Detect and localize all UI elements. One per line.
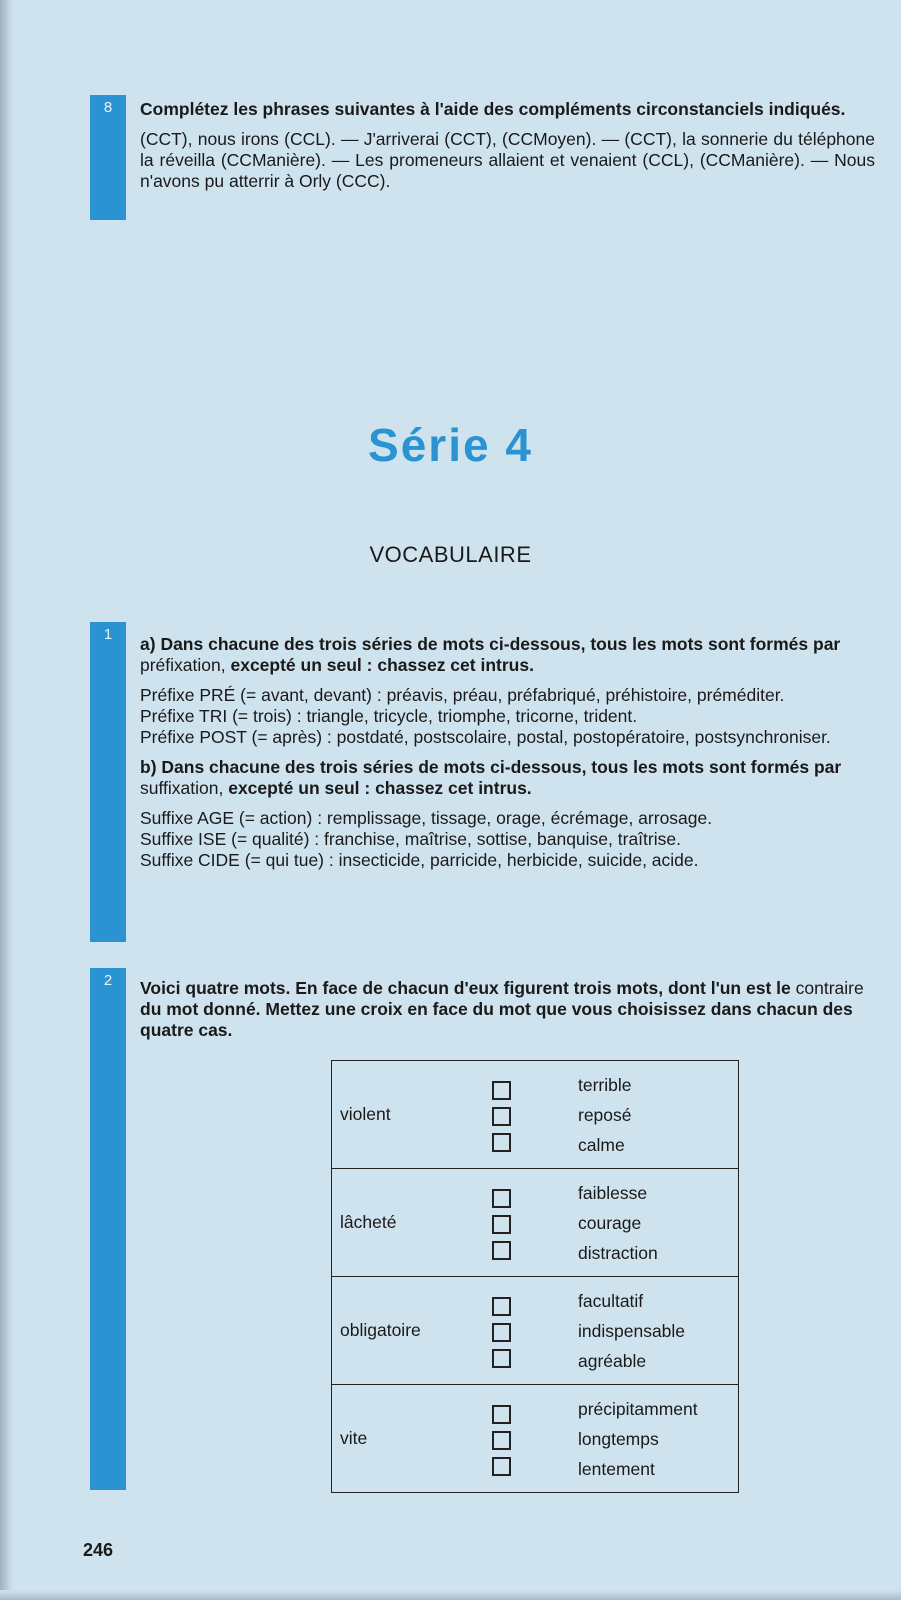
- checkbox[interactable]: [492, 1189, 511, 1208]
- exercise-1-number: 1: [103, 626, 113, 643]
- option-group: [578, 1061, 739, 1169]
- exercise-8-marker-bar: [90, 95, 126, 220]
- option-label: terrible: [578, 1074, 632, 1095]
- exercise-1a-instruction: [140, 634, 875, 676]
- serie-title: Série 4: [368, 419, 533, 471]
- exercise-2-marker-bar: [90, 968, 126, 1490]
- option-label: facultatif: [578, 1290, 644, 1311]
- table-row: [332, 1061, 739, 1169]
- checkbox[interactable]: [492, 1107, 511, 1126]
- exercise-8-number: 8: [103, 99, 113, 116]
- option-label: faiblesse: [578, 1182, 648, 1203]
- checkbox[interactable]: [492, 1215, 511, 1234]
- page-number: 246: [83, 1540, 114, 1560]
- exercise-2-instruction-end: du mot donné. Mettez une croix en face du mot que vous choisissez dans chacun des quatre cas.: [140, 999, 853, 1040]
- exercise-1b-instruction: [140, 757, 875, 799]
- table-word: lâcheté: [332, 1169, 493, 1277]
- section-title: VOCABULAIRE: [369, 542, 532, 567]
- exercise-1b-line-2: Suffixe ISE (= qualité) : franchise, maîtrise, sottise, banquise, traîtrise.: [140, 829, 681, 849]
- exercise-1a-line-2: Préfixe TRI (= trois) : triangle, tricycle, triomphe, tricorne, trident.: [140, 706, 638, 726]
- checkbox[interactable]: [492, 1081, 511, 1100]
- page-edge-shadow: [0, 0, 14, 1600]
- option-label: longtemps: [578, 1428, 659, 1449]
- checkbox[interactable]: [492, 1349, 511, 1368]
- checkbox[interactable]: [492, 1431, 511, 1450]
- option-label: reposé: [578, 1104, 632, 1125]
- table-row: [332, 1385, 739, 1493]
- exercise-2-number: 2: [103, 972, 113, 989]
- option-label: agréable: [578, 1350, 647, 1371]
- exercise-1a-label: a): [140, 634, 156, 654]
- exercise-1a-keyword: préfixation,: [140, 655, 226, 675]
- checkbox[interactable]: [492, 1323, 511, 1342]
- checkbox[interactable]: [492, 1457, 511, 1476]
- option-label: lentement: [578, 1458, 655, 1479]
- option-group: [578, 1169, 739, 1277]
- checkbox-group: [492, 1385, 578, 1493]
- page-bottom-edge: [0, 1590, 901, 1600]
- table-word: violent: [332, 1061, 493, 1169]
- option-label: indispensable: [578, 1320, 686, 1341]
- table-word: vite: [332, 1385, 493, 1493]
- antonym-table: [331, 1060, 739, 1493]
- checkbox[interactable]: [492, 1133, 511, 1152]
- table-row: [332, 1169, 739, 1277]
- exercise-8-text: (CCT), nous irons (CCL). — J'arriverai (CCT), (CCMoyen). — (CCT), la sonnerie du téléphone la réveilla (CCManière). — Les promeneurs allaient et venaient (CCL), (CCManière). — Nous n'avons pu atterrir à Orly (CCC).: [140, 129, 875, 191]
- option-label: distraction: [578, 1242, 658, 1263]
- table-word: obligatoire: [332, 1277, 493, 1385]
- exercise-1b-instruction-start: Dans chacune des trois séries de mots ci-dessous, tous les mots sont formés par: [161, 757, 842, 777]
- exercise-2-keyword: contraire: [795, 978, 864, 998]
- exercise-2-instruction-start: Voici quatre mots. En face de chacun d'eux figurent trois mots, dont l'un est le: [140, 978, 791, 998]
- option-label: calme: [578, 1134, 625, 1155]
- exercise-1b-label: b): [140, 757, 157, 777]
- exercise-1-marker-bar: [90, 622, 126, 942]
- checkbox[interactable]: [492, 1297, 511, 1316]
- exercise-1a-line-3: Préfixe POST (= après) : postdaté, postscolaire, postal, postopératoire, postsynchroniser.: [140, 727, 831, 747]
- checkbox-group: [492, 1061, 578, 1169]
- checkbox-group: [492, 1169, 578, 1277]
- table-row: [332, 1277, 739, 1385]
- exercise-1a-line-1: Préfixe PRÉ (= avant, devant) : préavis, préau, préfabriqué, préhistoire, préméditer.: [140, 685, 785, 705]
- exercise-2: [140, 978, 875, 1041]
- exercise-1a-instruction-start: Dans chacune des trois séries de mots ci-dessous, tous les mots sont formés par: [160, 634, 841, 654]
- option-group: [578, 1385, 739, 1493]
- exercise-1b-line-3: Suffixe CIDE (= qui tue) : insecticide, parricide, herbicide, suicide, acide.: [140, 850, 699, 870]
- option-label: courage: [578, 1212, 642, 1233]
- option-label: précipitamment: [578, 1398, 698, 1419]
- exercise-1a-instruction-end: excepté un seul : chassez cet intrus.: [230, 655, 534, 675]
- exercise-8-instruction: Complétez les phrases suivantes à l'aide des compléments circonstanciels indiqués.: [140, 99, 846, 119]
- exercise-8: [140, 99, 875, 192]
- exercise-1b-keyword: suffixation,: [140, 778, 224, 798]
- checkbox-group: [492, 1277, 578, 1385]
- option-group: [578, 1277, 739, 1385]
- exercise-2-instruction: [140, 978, 875, 1041]
- checkbox[interactable]: [492, 1405, 511, 1424]
- exercise-1b-line-1: Suffixe AGE (= action) : remplissage, tissage, orage, écrémage, arrosage.: [140, 808, 713, 828]
- exercise-1b-instruction-end: excepté un seul : chassez cet intrus.: [228, 778, 532, 798]
- checkbox[interactable]: [492, 1241, 511, 1260]
- exercise-1: [140, 634, 875, 871]
